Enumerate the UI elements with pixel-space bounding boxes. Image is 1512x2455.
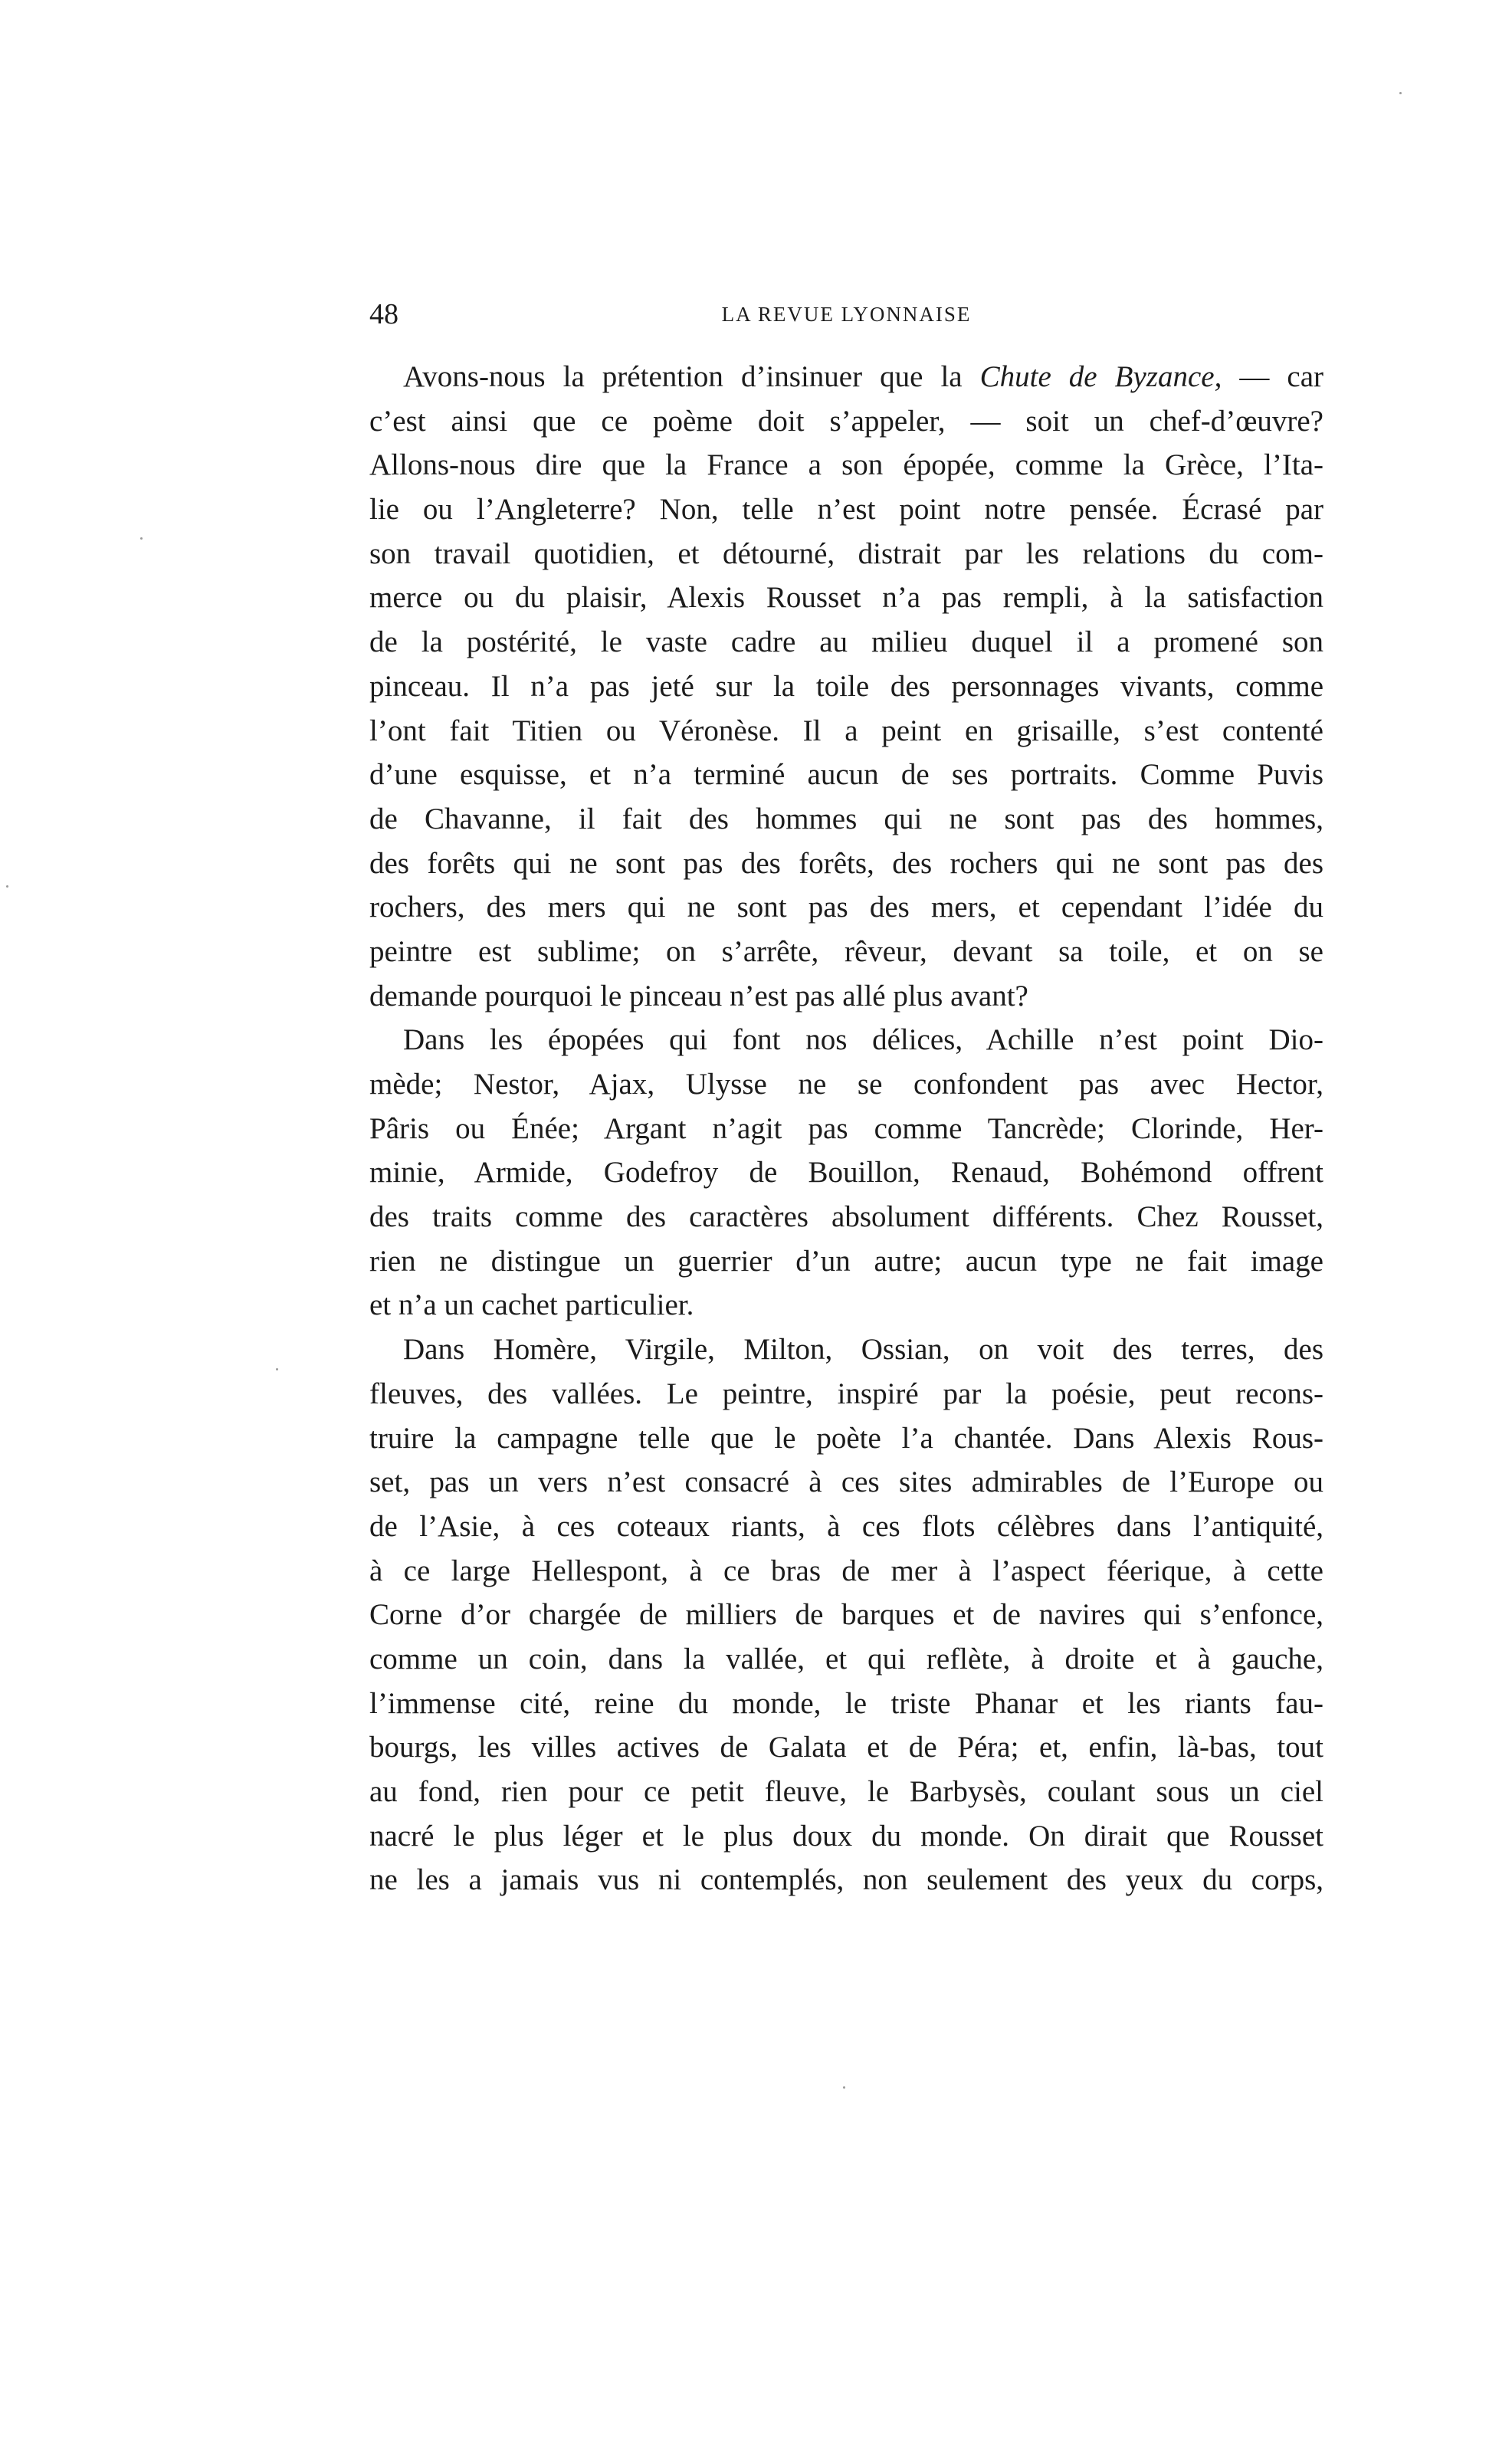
text-line <box>369 355 1323 399</box>
page-header <box>369 295 1323 333</box>
text-line: demande pourquoi le pinceau n’est pas allé plus avant? <box>369 979 1028 1013</box>
text-line: au fond, rien pour ce petit fleuve, le Barbysès, coulant sous un ciel <box>369 1775 1323 1808</box>
text-line: Corne d’or chargée de milliers de barques et de navires qui s’enfonce, <box>369 1598 1323 1632</box>
paper-speck <box>843 2086 845 2089</box>
paragraph <box>369 355 1323 1018</box>
text-line: merce ou du plaisir, Alexis Rousset n’a pas rempli, à la satisfaction <box>369 581 1323 615</box>
text-line: c’est ainsi que ce poème doit s’appeler, — soit un chef-d’œuvre? <box>369 404 1323 438</box>
paper-speck <box>276 1368 278 1370</box>
text-line: des traits comme des caractères absolument différents. Chez Rousset, <box>369 1200 1323 1234</box>
text-line: set, pas un vers n’est consacré à ces sites admirables de l’Europe ou <box>369 1465 1323 1499</box>
text-line: lie ou l’Angleterre? Non, telle n’est point notre pensée. Écrasé par <box>369 493 1323 527</box>
text-line: d’une esquisse, et n’a terminé aucun de ses portraits. Comme Puvis <box>369 758 1323 792</box>
text-line: comme un coin, dans la vallée, et qui reflète, à droite et à gauche, <box>369 1642 1323 1676</box>
text-line: rochers, des mers qui ne sont pas des mers, et cependant l’idée du <box>369 891 1323 924</box>
text-line: peintre est sublime; on s’arrête, rêveur, devant sa toile, et on se <box>369 934 1323 968</box>
text-run: — car <box>1222 360 1323 393</box>
body-text <box>369 355 1323 1902</box>
text-line: de Chavanne, il fait des hommes qui ne sont pas des hommes, <box>369 802 1323 835</box>
paper-speck <box>1399 92 1402 94</box>
paragraph <box>369 1328 1323 1902</box>
text-line: pinceau. Il n’a pas jeté sur la toile des personnages vivants, comme <box>369 669 1323 703</box>
running-title: LA REVUE LYONNAISE <box>721 303 972 326</box>
text-line: Pâris ou Énée; Argant n’agit pas comme Tancrède; Clorinde, Her- <box>369 1111 1323 1145</box>
text-line: des forêts qui ne sont pas des forêts, des rochers qui ne sont pas des <box>369 846 1323 880</box>
page-number: 48 <box>369 298 398 330</box>
text-line: nacré le plus léger et le plus doux du monde. On dirait que Rousset <box>369 1819 1323 1853</box>
text-line: bourgs, les villes actives de Galata et de Péra; et, enfin, là-bas, tout <box>369 1731 1323 1764</box>
paragraph <box>369 1018 1323 1328</box>
paper-speck <box>140 537 143 540</box>
text-line: l’ont fait Titien ou Véronèse. Il a peint en grisaille, s’est contenté <box>369 714 1323 747</box>
text-line: minie, Armide, Godefroy de Bouillon, Renaud, Bohémond offrent <box>369 1156 1323 1190</box>
text-line: ne les a jamais vus ni contemplés, non seulement des yeux du corps, <box>369 1863 1323 1897</box>
text-line: Dans les épopées qui font nos délices, Achille n’est point Dio- <box>403 1023 1323 1057</box>
text-line: de l’Asie, à ces coteaux riants, à ces flots célèbres dans l’antiquité, <box>369 1509 1323 1543</box>
text-run: Avons-nous la prétention d’insinuer que la <box>403 360 980 393</box>
text-line: fleuves, des vallées. Le peintre, inspiré par la poésie, peut recons- <box>369 1377 1323 1410</box>
italic-title: Chute de Byzance, <box>979 360 1222 393</box>
text-line: truire la campagne telle que le poète l’a chantée. Dans Alexis Rous- <box>369 1421 1323 1455</box>
text-line: mède; Nestor, Ajax, Ulysse ne se confondent pas avec Hector, <box>369 1068 1323 1101</box>
text-line: Dans Homère, Virgile, Milton, Ossian, on voit des terres, des <box>403 1333 1323 1367</box>
text-line: l’immense cité, reine du monde, le triste Phanar et les riants fau- <box>369 1686 1323 1720</box>
text-line: Allons-nous dire que la France a son épopée, comme la Grèce, l’Ita- <box>369 448 1323 482</box>
paper-speck <box>6 885 8 888</box>
text-line: à ce large Hellespont, à ce bras de mer à l’aspect féerique, à cette <box>369 1554 1323 1587</box>
text-line: son travail quotidien, et détourné, distrait par les relations du com- <box>369 537 1323 570</box>
text-line: rien ne distingue un guerrier d’un autre; aucun type ne fait image <box>369 1244 1323 1278</box>
text-line: et n’a un cachet particulier. <box>369 1288 694 1322</box>
text-line: de la postérité, le vaste cadre au milieu duquel il a promené son <box>369 625 1323 659</box>
